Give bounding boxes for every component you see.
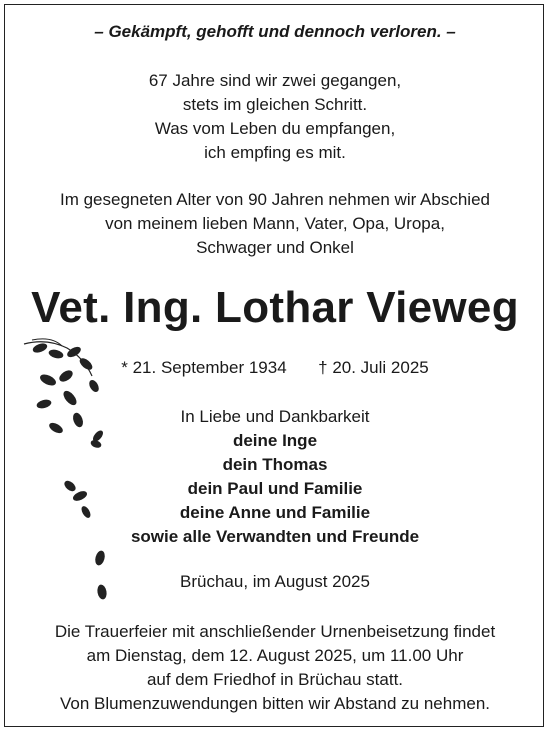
funeral-line: auf dem Friedhof in Brüchau statt. — [146, 670, 404, 689]
mourner: deine Anne und Familie — [179, 503, 371, 522]
intro-line: Schwager und Onkel — [196, 238, 354, 257]
funeral-line: am Dienstag, dem 12. August 2025, um 11.00 Uhr — [86, 646, 464, 665]
poem-line: Was vom Leben du empfangen, — [154, 119, 396, 138]
mourner: sowie alle Verwandten und Freunde — [130, 527, 420, 546]
poem-line: 67 Jahre sind wir zwei gegangen, — [148, 71, 402, 90]
mourners-intro: In Liebe und Dankbarkeit — [180, 407, 370, 426]
death-date: † 20. Juli 2025 — [318, 358, 429, 377]
mourner: deine Inge — [232, 431, 318, 450]
place-date: Brüchau, im August 2025 — [180, 572, 370, 591]
intro-line: Im gesegneten Alter von 90 Jahren nehmen wir Abschied — [60, 190, 490, 209]
poem-line: stets im gleichen Schritt. — [182, 95, 368, 114]
falling-leaves-icon — [22, 336, 112, 616]
funeral-line: Die Trauerfeier mit anschließender Urnenbeisetzung findet — [54, 622, 496, 641]
poem-line: ich empfing es mit. — [204, 143, 346, 162]
funeral-line: Von Blumenzuwendungen bitten wir Abstand zu nehmen. — [59, 694, 490, 713]
motto: – Gekämpft, gehofft und dennoch verloren. – — [94, 22, 456, 41]
mourner: dein Thomas — [222, 455, 328, 474]
mourner: dein Paul und Familie — [187, 479, 363, 498]
birth-date: * 21. September 1934 — [121, 358, 287, 377]
deceased-name: Vet. Ing. Lothar Vieweg — [31, 283, 519, 332]
intro-line: von meinem lieben Mann, Vater, Opa, Uropa, — [105, 214, 445, 233]
